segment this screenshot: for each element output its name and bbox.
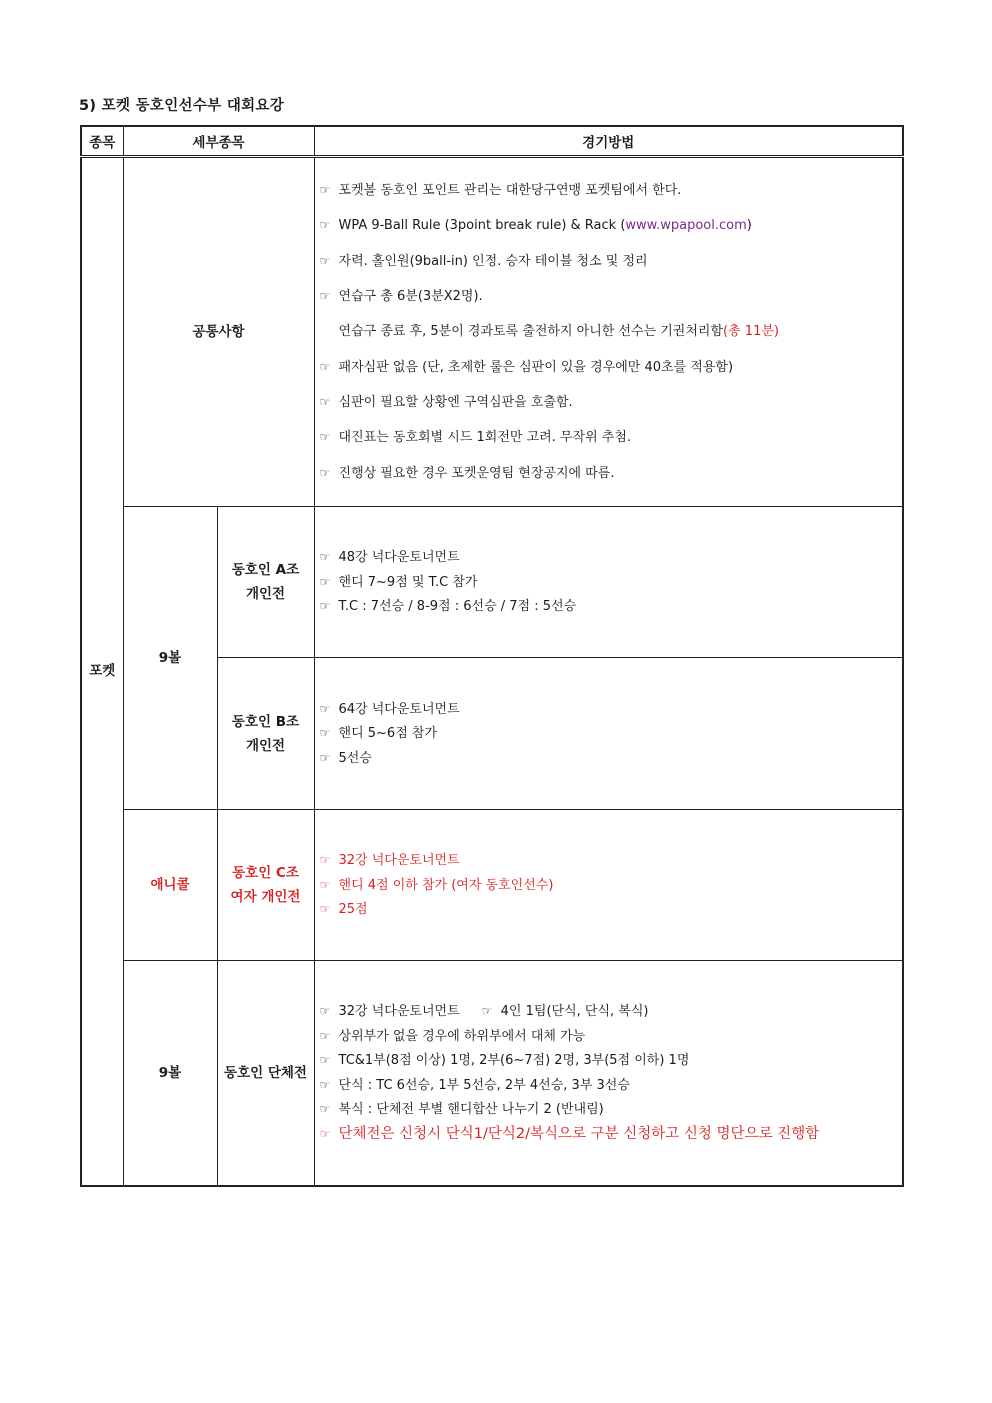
team-rules	[314, 961, 903, 1186]
nine-ball-label: 9볼	[123, 507, 217, 810]
list-item: ☞ 패자심판 없음 (단, 초제한 룰은 심판이 있을 경우에만 40초를 적용함)	[320, 350, 897, 385]
list-item: ☞ 진행상 필요한 경우 포켓운영팀 현장공지에 따름.	[320, 456, 897, 491]
list-item: ☞ 포켓볼 동호인 포인트 관리는 대한당구연맹 포켓팀에서 한다.	[320, 173, 897, 208]
list-item: ☞ TC&1부(8점 이상) 1명, 2부(6~7점) 2명, 3부(5점 이하) 1명	[320, 1048, 897, 1073]
rules-table	[80, 125, 904, 1187]
pointing-hand-icon: ☞	[319, 701, 331, 716]
group-b-rules	[314, 658, 903, 810]
list-item: ☞ 복식 : 단체전 부별 핸디합산 나누기 2 (반내림)	[320, 1097, 897, 1122]
team-row	[81, 961, 903, 1186]
pointing-hand-icon: ☞	[319, 430, 331, 445]
pointing-hand-icon: ☞	[319, 1126, 331, 1141]
list-item: ☞ 연습구 총 6분(3분X2명).	[320, 279, 897, 314]
list-item: ☞ 48강 넉다운토너먼트	[320, 545, 897, 570]
pointing-hand-icon: ☞	[319, 599, 331, 614]
team-name: 동호인 단체전	[217, 961, 314, 1186]
list-item: ☞ 핸디 4점 이하 참가 (여자 동호인선수)	[320, 873, 897, 898]
pointing-hand-icon: ☞	[319, 1102, 331, 1117]
team-label: 9볼	[123, 961, 217, 1186]
list-item: ☞ 32강 넉다운토너먼트	[320, 848, 897, 873]
list-item: ☞ 심판이 필요할 상황엔 구역심판을 호출함.	[320, 385, 897, 420]
pointing-hand-icon: ☞	[319, 1053, 331, 1068]
pointing-hand-icon: ☞	[319, 902, 331, 917]
pointing-hand-icon: ☞	[481, 1003, 493, 1018]
list-item: ☞ 25점	[320, 897, 897, 922]
pointing-hand-icon: ☞	[319, 182, 331, 197]
group-c-row	[81, 810, 903, 961]
list-item: ☞ WPA 9-Ball Rule (3point break rule) & Rack (www.wpapool.com)	[320, 208, 897, 243]
forfeit-note: (총 11분)	[723, 324, 779, 340]
pointing-hand-icon: ☞	[319, 574, 331, 589]
pointing-hand-icon: ☞	[319, 359, 331, 374]
pointing-hand-icon: ☞	[319, 1003, 331, 1018]
header-category: 종목	[81, 126, 123, 157]
common-row	[81, 157, 903, 507]
pointing-hand-icon: ☞	[319, 1077, 331, 1092]
group-b-name: 동호인 B조 개인전	[217, 658, 314, 810]
pointing-hand-icon: ☞	[319, 1028, 331, 1043]
list-item: ☞ 32강 넉다운토너먼트 ☞ 4인 1팀(단식, 단식, 복식)	[320, 999, 897, 1024]
pointing-hand-icon: ☞	[319, 395, 331, 410]
pointing-hand-icon: ☞	[319, 853, 331, 868]
list-item: ☞ 핸디 5~6점 참가	[320, 721, 897, 746]
group-a-rules	[314, 507, 903, 658]
pointing-hand-icon: ☞	[319, 253, 331, 268]
common-label: 공통사항	[123, 157, 314, 507]
list-item: ☞ 5선승	[320, 746, 897, 771]
list-item: ☞ 단식 : TC 6선승, 1부 5선승, 2부 4선승, 3부 3선승	[320, 1073, 897, 1098]
group-a-row	[81, 507, 903, 658]
common-rules	[314, 157, 903, 507]
header-method: 경기방법	[314, 126, 903, 157]
list-item: ☞ 상위부가 없을 경우에 하위부에서 대체 가능	[320, 1024, 897, 1049]
pointing-hand-icon: ☞	[319, 288, 331, 303]
category-cell: 포켓	[81, 157, 123, 1186]
pointing-hand-icon: ☞	[319, 218, 331, 233]
anycall-label: 애니콜	[123, 810, 217, 961]
pointing-hand-icon: ☞	[319, 550, 331, 565]
group-c-name: 동호인 C조 여자 개인전	[217, 810, 314, 961]
list-item: ☞ 64강 넉다운토너먼트	[320, 697, 897, 722]
header-detail: 세부종목	[123, 126, 314, 157]
list-item: 연습구 종료 후, 5분이 경과토록 출전하지 아니한 선수는 기권처리함(총 11분)	[338, 324, 779, 340]
pointing-hand-icon: ☞	[319, 726, 331, 741]
wpa-link[interactable]: www.wpapool.com	[625, 218, 747, 234]
section-title: 5) 포켓 동호인선수부 대회요강	[79, 98, 285, 114]
group-a-name: 동호인 A조 개인전	[217, 507, 314, 658]
group-c-rules	[314, 810, 903, 961]
pointing-hand-icon: ☞	[319, 465, 331, 480]
header-row	[81, 126, 903, 157]
list-item: ☞ 자력. 홀인원(9ball-in) 인정. 승자 테이블 청소 및 정리	[320, 244, 897, 279]
pointing-hand-icon: ☞	[319, 750, 331, 765]
list-item: ☞ T.C : 7선승 / 8-9점 : 6선승 / 7점 : 5선승	[320, 594, 897, 619]
list-item: ☞ 대진표는 동호회별 시드 1회전만 고려. 무작위 추첨.	[320, 420, 897, 455]
pointing-hand-icon: ☞	[319, 877, 331, 892]
list-item: ☞ 핸디 7~9점 및 T.C 참가	[320, 570, 897, 595]
list-item: ☞ 단체전은 신청시 단식1/단식2/복식으로 구분 신청하고 신청 명단으로 진행함	[320, 1122, 897, 1147]
